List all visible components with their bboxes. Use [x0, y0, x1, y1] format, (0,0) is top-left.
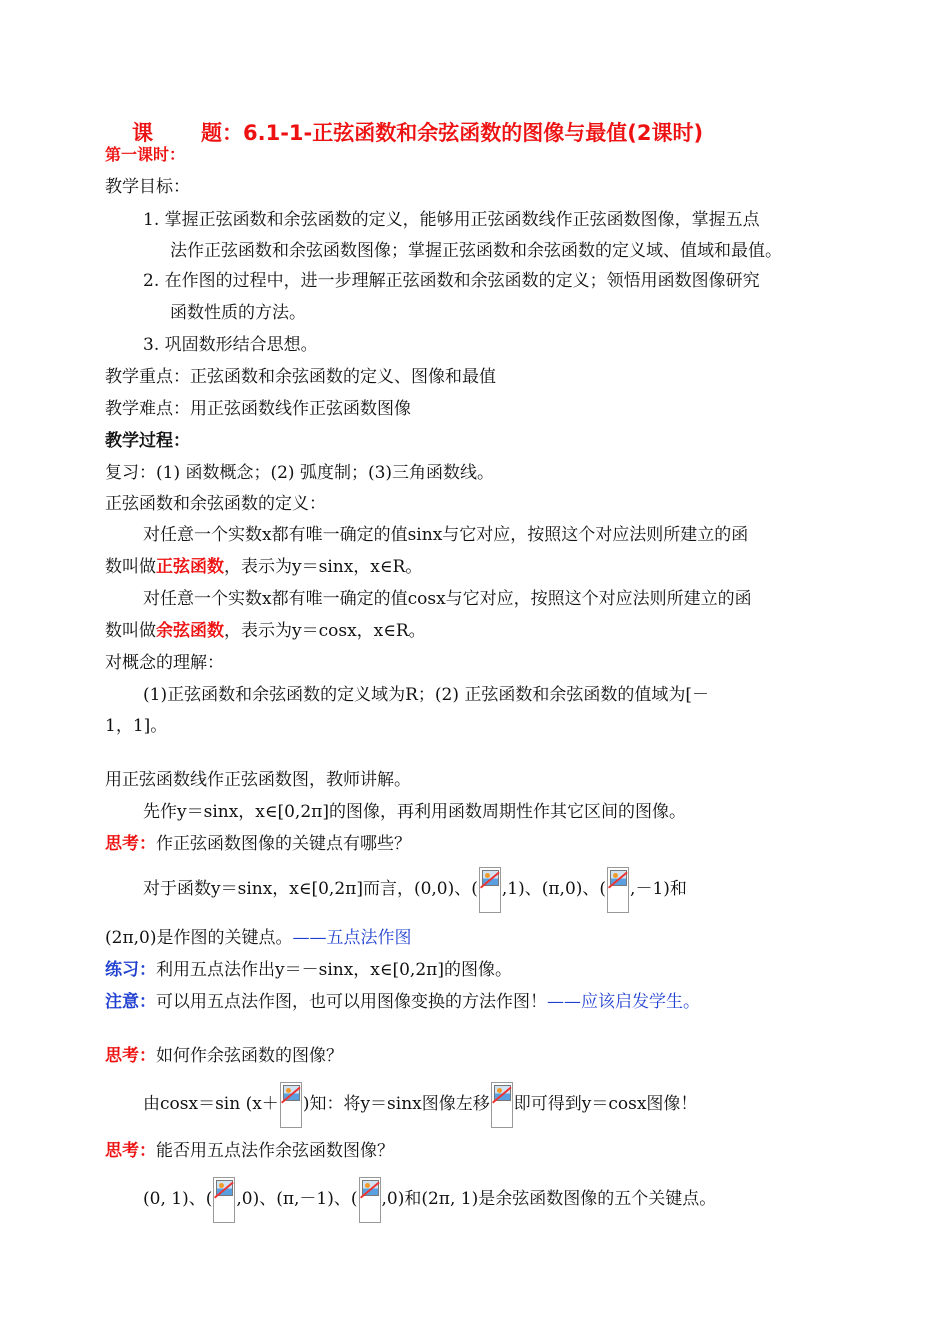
- cos-key-points-line: (0, 1)、( ,0)、(π,－1)、( ,0)和(2π, 1)是余弦函数图像的五个关键点。: [143, 1175, 716, 1223]
- cos-term: 余弦函数: [156, 621, 224, 641]
- understanding-heading: 对概念的理解：: [105, 653, 224, 673]
- objective-1b: 法作正弦函数和余弦函数图像；掌握正弦函数和余弦函数的定义域、值域和最值。: [170, 241, 782, 261]
- broken-image-icon: [607, 867, 629, 913]
- key-points-line: 对于函数y＝sinx，x∈[0,2π]而言，(0,0)、( ,1)、(π,0)、( ,－1)和: [143, 865, 687, 913]
- objective-1a: 1. 掌握正弦函数和余弦函数的定义，能够用正弦函数线作正弦函数图像，掌握五点: [143, 210, 760, 230]
- think-1: 思考：作正弦函数图像的关键点有哪些？: [105, 834, 411, 854]
- cos-shift-line: 由cosx＝sin (x＋ )知：将y＝sinx图像左移 即可得到y＝cosx图像！: [143, 1080, 697, 1128]
- first-draw: 先作y＝sinx，x∈[0,2π]的图像，再利用函数周期性作其它区间的图像。: [143, 802, 686, 822]
- sin-definition-a: 对任意一个实数x都有唯一确定的值sinx与它对应，按照这个对应法则所建立的函: [143, 525, 749, 545]
- title-part2: 题：6.1-1-正弦函数和余弦函数的图像与最值(2课时): [201, 121, 704, 145]
- think-3: 思考：能否用五点法作余弦函数图像？: [105, 1141, 394, 1161]
- broken-image-icon: [280, 1082, 302, 1128]
- sin-term: 正弦函数: [156, 557, 224, 577]
- sin-line-note: 用正弦函数线作正弦函数图，教师讲解。: [105, 770, 411, 790]
- page-title: [132, 117, 703, 147]
- broken-image-icon: [479, 867, 501, 913]
- key-points-conclusion: (2π,0)是作图的关键点。——五点法作图: [105, 928, 412, 948]
- understanding-a: (1)正弦函数和余弦函数的定义域为R；(2) 正弦函数和余弦函数的值域为[－: [143, 685, 709, 705]
- exercise: 练习：利用五点法作出y＝－sinx，x∈[0,2π]的图像。: [105, 960, 512, 980]
- note: 注意：可以用五点法作图，也可以用图像变换的方法作图！——应该启发学生。: [105, 992, 700, 1012]
- definition-heading: 正弦函数和余弦函数的定义：: [105, 494, 326, 514]
- objective-2b: 函数性质的方法。: [170, 303, 306, 323]
- lesson-label: 第一课时：: [105, 145, 186, 164]
- broken-image-icon: [491, 1082, 513, 1128]
- cos-definition-b: 数叫做余弦函数，表示为y＝cosx，x∈R。: [105, 621, 426, 641]
- objective-3: 3. 巩固数形结合思想。: [143, 335, 318, 355]
- difficulty: 教学难点：用正弦函数线作正弦函数图像: [105, 399, 411, 419]
- title-part1: 课: [132, 121, 153, 145]
- understanding-b: 1，1]。: [105, 716, 168, 736]
- process-heading: 教学过程：: [105, 431, 190, 451]
- key-point: 教学重点：正弦函数和余弦函数的定义、图像和最值: [105, 367, 496, 387]
- objectives-heading: 教学目标：: [105, 177, 190, 197]
- think-2: 思考：如何作余弦函数的图像？: [105, 1046, 343, 1066]
- review: 复习：(1) 函数概念；(2) 弧度制；(3)三角函数线。: [105, 463, 495, 483]
- objective-2a: 2. 在作图的过程中，进一步理解正弦函数和余弦函数的定义；领悟用函数图像研究: [143, 271, 760, 291]
- broken-image-icon: [359, 1177, 381, 1223]
- sin-definition-b: 数叫做正弦函数，表示为y＝sinx，x∈R。: [105, 557, 423, 577]
- broken-image-icon: [213, 1177, 235, 1223]
- cos-definition-a: 对任意一个实数x都有唯一确定的值cosx与它对应，按照这个对应法则所建立的函: [143, 589, 752, 609]
